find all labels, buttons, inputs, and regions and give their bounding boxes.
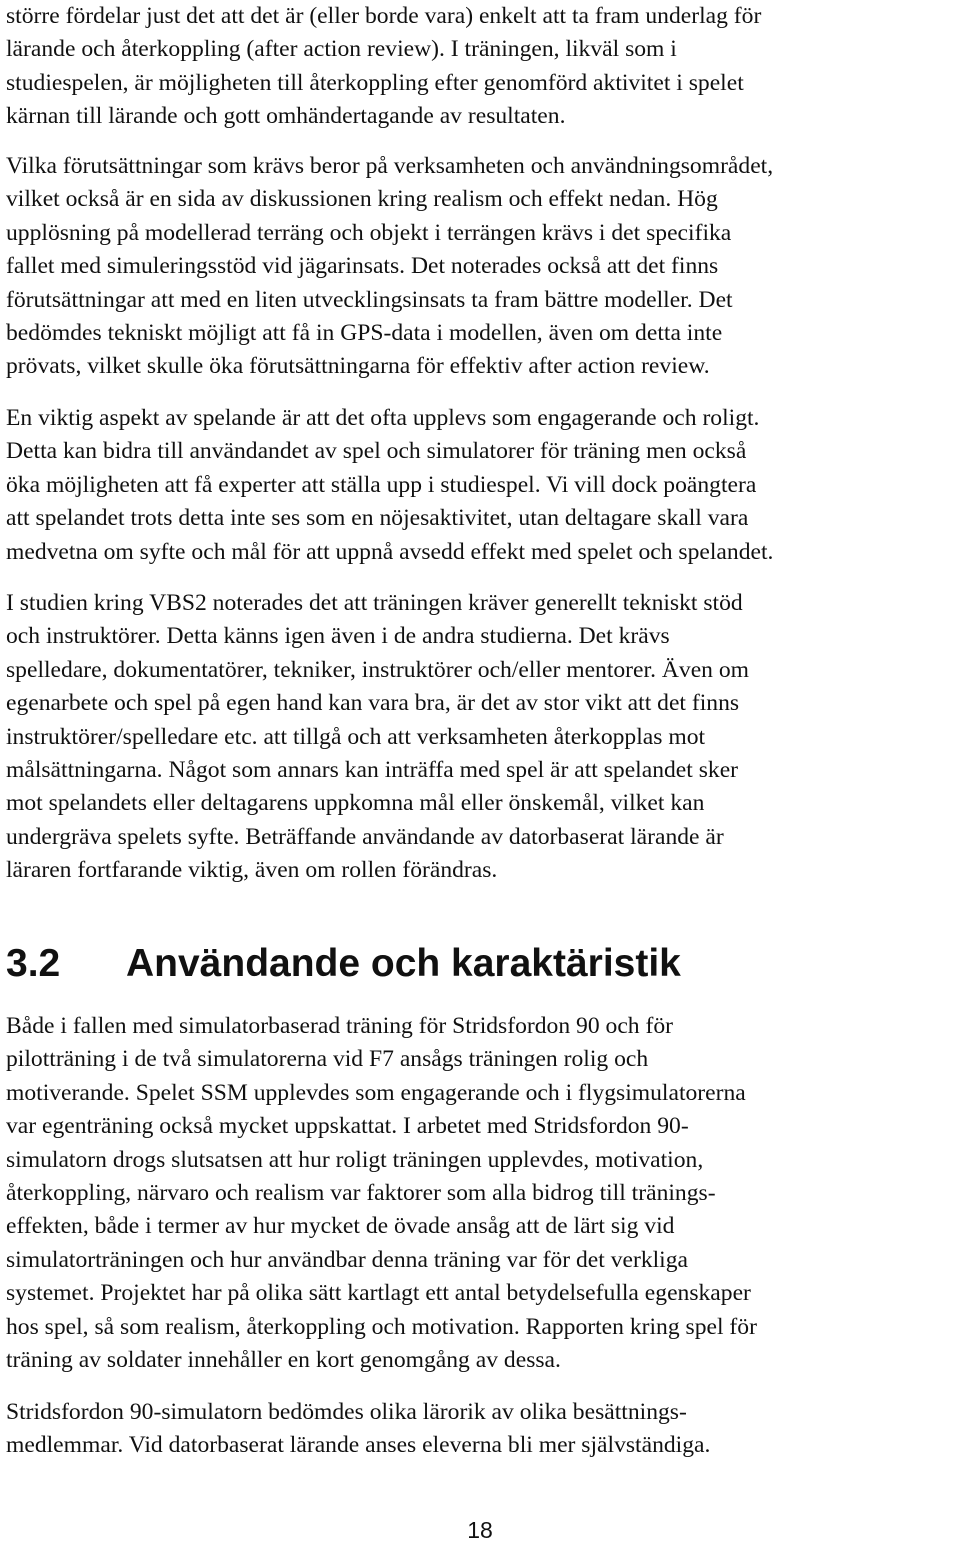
text-line: lärande och återkoppling (after action review). I träningen, likväl som i [6, 36, 677, 63]
text-line: I studien kring VBS2 noterades det att träningen kräver generellt tekniskt stöd [6, 590, 743, 616]
text-line: Detta kan bidra till användandet av spel och simulatorer för träning men också [6, 438, 747, 465]
text-line: simulatorn drogs slutsatsen att hur roligt träningen upplevdes, motivation, [6, 1146, 704, 1173]
text-line: var egenträning också mycket uppskattat. I arbetet med Stridsfordon 90- [6, 1113, 689, 1140]
text-line: instruktörer/spelledare etc. att tillgå och att verksamheten återkopplas mot [6, 723, 706, 750]
paragraph-prerequisites [6, 150, 773, 384]
text-line: motiverande. Spelet SSM upplevdes som engagerande och i flygsimulatorerna [6, 1079, 746, 1106]
text-line: Stridsfordon 90-simulatorn bedömdes olika lärorik av olika besättnings- [6, 1399, 687, 1425]
text-line: studiespelen, är möjligheten till återkoppling efter genomförd aktivitet i spelet [6, 69, 744, 96]
text-line: fallet med simuleringsstöd vid jägarinsats. Det noterades också att det finns [6, 253, 719, 280]
text-line: spelledare, dokumentatörer, tekniker, instruktörer och/eller mentorer. Även om [6, 656, 750, 683]
text-line: simulatorträningen och hur användbar denna träning var för det verkliga [6, 1246, 689, 1273]
text-line: träning av soldater innehåller en kort genomgång av dessa. [6, 1347, 561, 1374]
text-line: hos spel, så som realism, återkoppling och motivation. Rapporten kring spel för [6, 1313, 757, 1340]
text-line: En viktig aspekt av spelande är att det ofta upplevs som engagerande och roligt. [6, 405, 760, 431]
text-line: och instruktörer. Detta känns igen även i de andra studierna. Det krävs [6, 623, 670, 650]
text-line: större fördelar just det att det är (eller borde vara) enkelt att ta fram underlag för [6, 3, 762, 29]
text-line: pilotträning i de två simulatorerna vid F7 ansågs träningen rolig och [6, 1046, 649, 1073]
text-line: medlemmar. Vid datorbaserat lärande anses eleverna bli mer självständiga. [6, 1432, 711, 1459]
text-line: kärnan till lärande och gott omhändertagande av resultaten. [6, 103, 566, 130]
text-line: effekten, både i termer av hur mycket de övade ansåg att de lärt sig vid [6, 1213, 675, 1240]
text-line: systemet. Projektet har på olika sätt kartlagt ett antal betydelsefulla egenskaper [6, 1280, 751, 1307]
paragraph-usage-characteristics [6, 1010, 757, 1377]
paragraph-engagement [6, 402, 773, 569]
text-line: egenarbete och spel på egen hand kan vara bra, är det av stor vikt att det finns [6, 690, 740, 717]
text-line: medvetna om syfte och mål för att uppnå avsedd effekt med spelet och spelandet. [6, 538, 774, 565]
section-heading [6, 938, 681, 990]
text-line: Både i fallen med simulatorbaserad träning för Stridsfordon 90 och för [6, 1013, 673, 1039]
text-line: att spelandet trots detta inte ses som en nöjesaktivitet, utan deltagare skall vara [6, 505, 749, 532]
paragraph-crew-learning [6, 1396, 710, 1463]
text-line: upplösning på modellerad terräng och objekt i terrängen krävs i det specifika [6, 219, 732, 246]
text-line: mot spelandets eller deltagarens uppkomna mål eller önskemål, vilket kan [6, 790, 705, 817]
text-line: vilket också är en sida av diskussionen kring realism och effekt nedan. Hög [6, 186, 718, 213]
section-number: 3.2 [6, 942, 61, 985]
text-line: Vilka förutsättningar som krävs beror på verksamheten och användningsområdet, [6, 153, 774, 179]
text-line: prövats, vilket skulle öka förutsättningarna för effektiv after action review. [6, 353, 710, 380]
text-line: läraren fortfarande viktig, även om rollen förändras. [6, 857, 498, 884]
page-number: 18 [467, 1517, 493, 1543]
text-line: öka möjligheten att få experter att ställa upp i studiespel. Vi vill dock poängtera [6, 471, 757, 498]
text-line: undergräva spelets syfte. Beträffande användande av datorbaserat lärande är [6, 823, 724, 850]
section-title: Användande och karaktäristik [126, 942, 681, 985]
text-line: målsättningarna. Något som annars kan inträffa med spel är att spelandet sker [6, 757, 739, 784]
text-line: förutsättningar att med en liten utvecklingsinsats ta fram bättre modeller. Det [6, 286, 733, 313]
paragraph-after-action-review [6, 0, 761, 134]
text-line: återkoppling, närvaro och realism var faktorer som alla bidrog till tränings- [6, 1180, 716, 1207]
text-line: bedömdes tekniskt möjligt att få in GPS-data i modellen, även om detta inte [6, 320, 723, 347]
paragraph-instructors [6, 587, 749, 888]
